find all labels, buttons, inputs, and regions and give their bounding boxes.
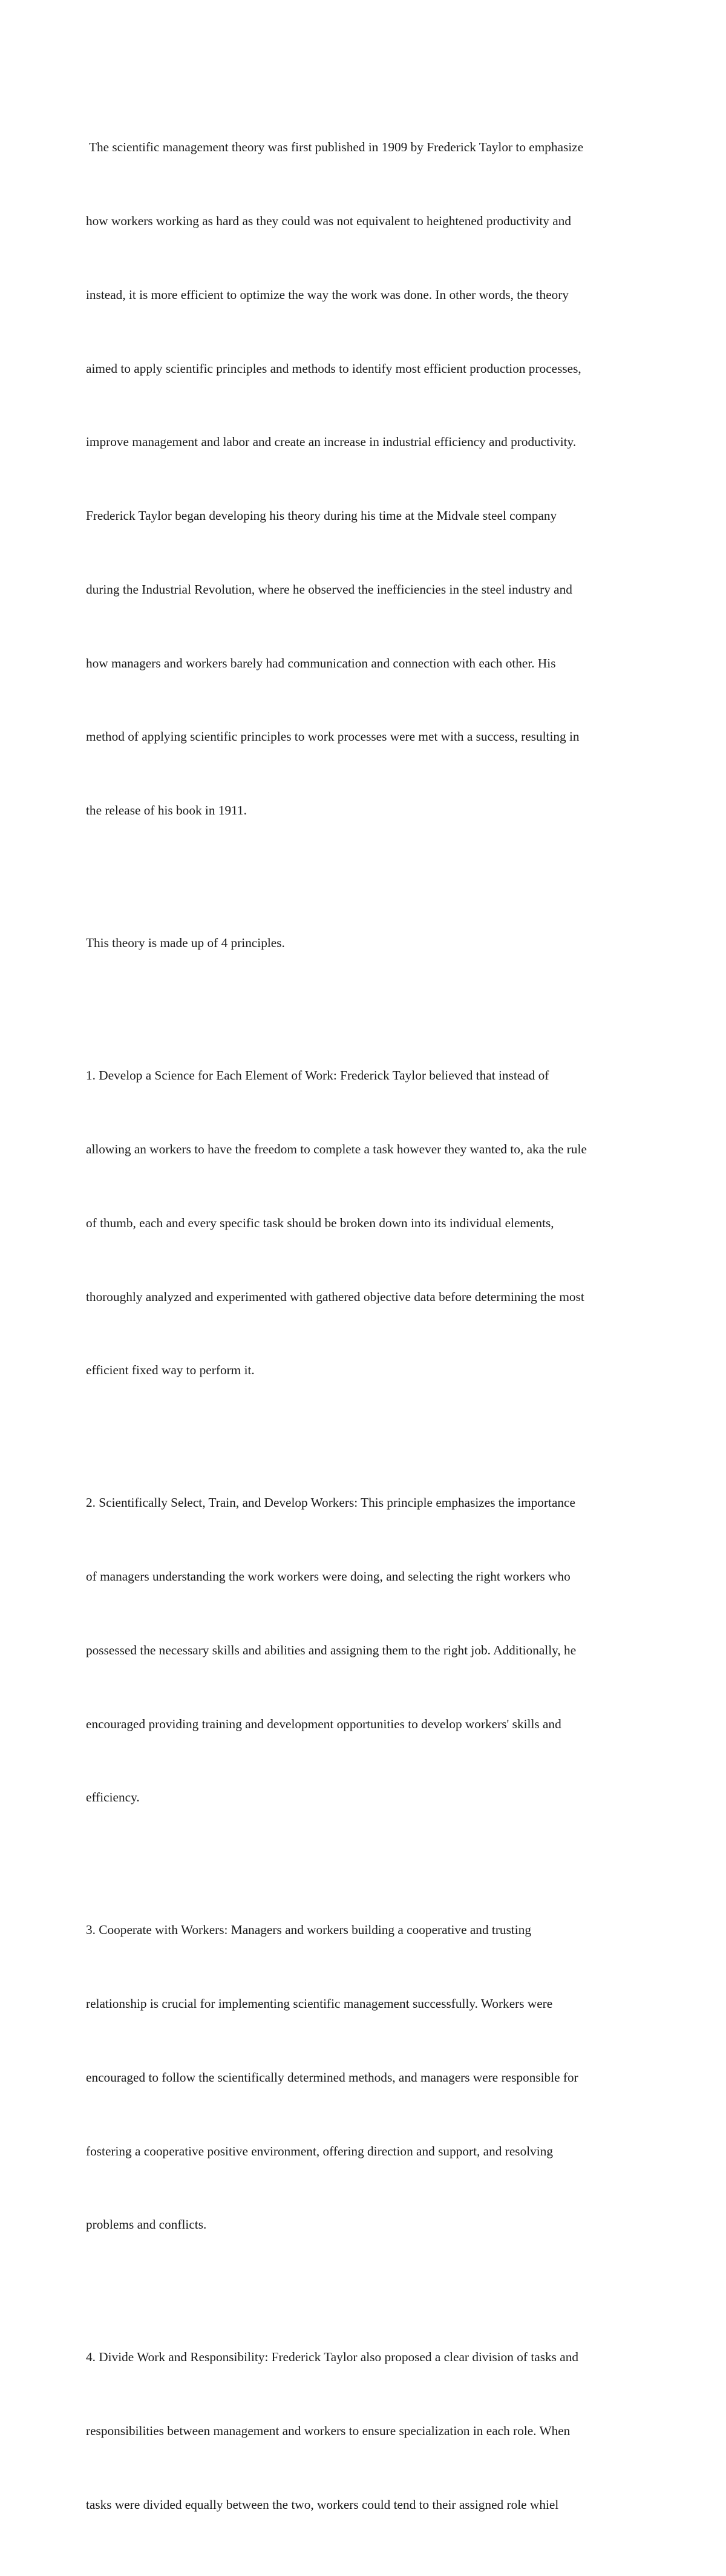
text-line: thoroughly analyzed and experimented with gathered objective data before determining the most <box>86 1289 584 1304</box>
paragraph-principles-intro <box>86 882 643 1005</box>
paragraph-principle-3 <box>86 1869 643 2286</box>
text-line: of managers understanding the work workers were doing, and selecting the right workers who <box>86 1569 571 1584</box>
text-line: aimed to apply scientific principles and methods to identify most efficient production processes, <box>86 361 581 376</box>
text-line: the release of his book in 1911. <box>86 803 247 818</box>
text-line: This theory is made up of 4 principles. <box>86 936 285 951</box>
text-line: Frederick Taylor began developing his theory during his time at the Midvale steel company <box>86 508 557 523</box>
text-line: 2. Scientifically Select, Train, and Develop Workers: This principle emphasizes the importance <box>86 1495 575 1510</box>
text-line: The scientific management theory was first published in 1909 by Frederick Taylor to emphasize <box>86 140 584 155</box>
paragraph-intro <box>86 86 643 872</box>
text-line: improve management and labor and create an increase in industrial efficiency and productivity. <box>86 434 577 450</box>
text-line: fostering a cooperative positive environment, offering direction and support, and resolving <box>86 2143 554 2158</box>
text-line: method of applying scientific principles to work processes were met with a success, resulting in <box>86 729 580 744</box>
text-line: instead, it is more efficient to optimize the way the work was done. In other words, the theory <box>86 287 569 302</box>
text-line: problems and conflicts. <box>86 2217 207 2232</box>
text-line: 4. Divide Work and Responsibility: Frederick Taylor also proposed a clear division of tasks and <box>86 2350 579 2365</box>
paragraph-principle-1 <box>86 1014 643 1432</box>
text-line: how managers and workers barely had communication and connection with each other. His <box>86 655 556 670</box>
text-line: responsibilities between management and workers to ensure specialization in each role. When <box>86 2424 571 2439</box>
text-line: efficient fixed way to perform it. <box>86 1363 255 1378</box>
document-body <box>86 86 643 2576</box>
text-line: possessed the necessary skills and abilities and assigning them to the right job. Additionally, he <box>86 1642 577 1657</box>
text-line: 1. Develop a Science for Each Element of Work: Frederick Taylor believed that instead of <box>86 1068 549 1083</box>
paragraph-principle-2 <box>86 1441 643 1859</box>
text-line: how workers working as hard as they could was not equivalent to heightened productivity and <box>86 213 571 228</box>
text-line: relationship is crucial for implementing scientific management successfully. Workers were <box>86 1996 553 2011</box>
text-line: allowing an workers to have the freedom to complete a task however they wanted to, aka the rule <box>86 1141 587 1156</box>
paragraph-principle-4 <box>86 2296 643 2566</box>
text-line: tasks were divided equally between the two, workers could tend to their assigned role whiel <box>86 2497 559 2512</box>
text-line: 3. Cooperate with Workers: Managers and workers building a cooperative and trusting <box>86 1922 531 1938</box>
text-line: encouraged providing training and development opportunities to develop workers' skills and <box>86 1716 561 1731</box>
text-line: encouraged to follow the scientifically determined methods, and managers were responsible for <box>86 2070 578 2085</box>
text-line: efficiency. <box>86 1790 140 1805</box>
text-line: during the Industrial Revolution, where he observed the inefficiencies in the steel industry and <box>86 582 572 597</box>
text-line: of thumb, each and every specific task should be broken down into its individual elements, <box>86 1215 554 1230</box>
